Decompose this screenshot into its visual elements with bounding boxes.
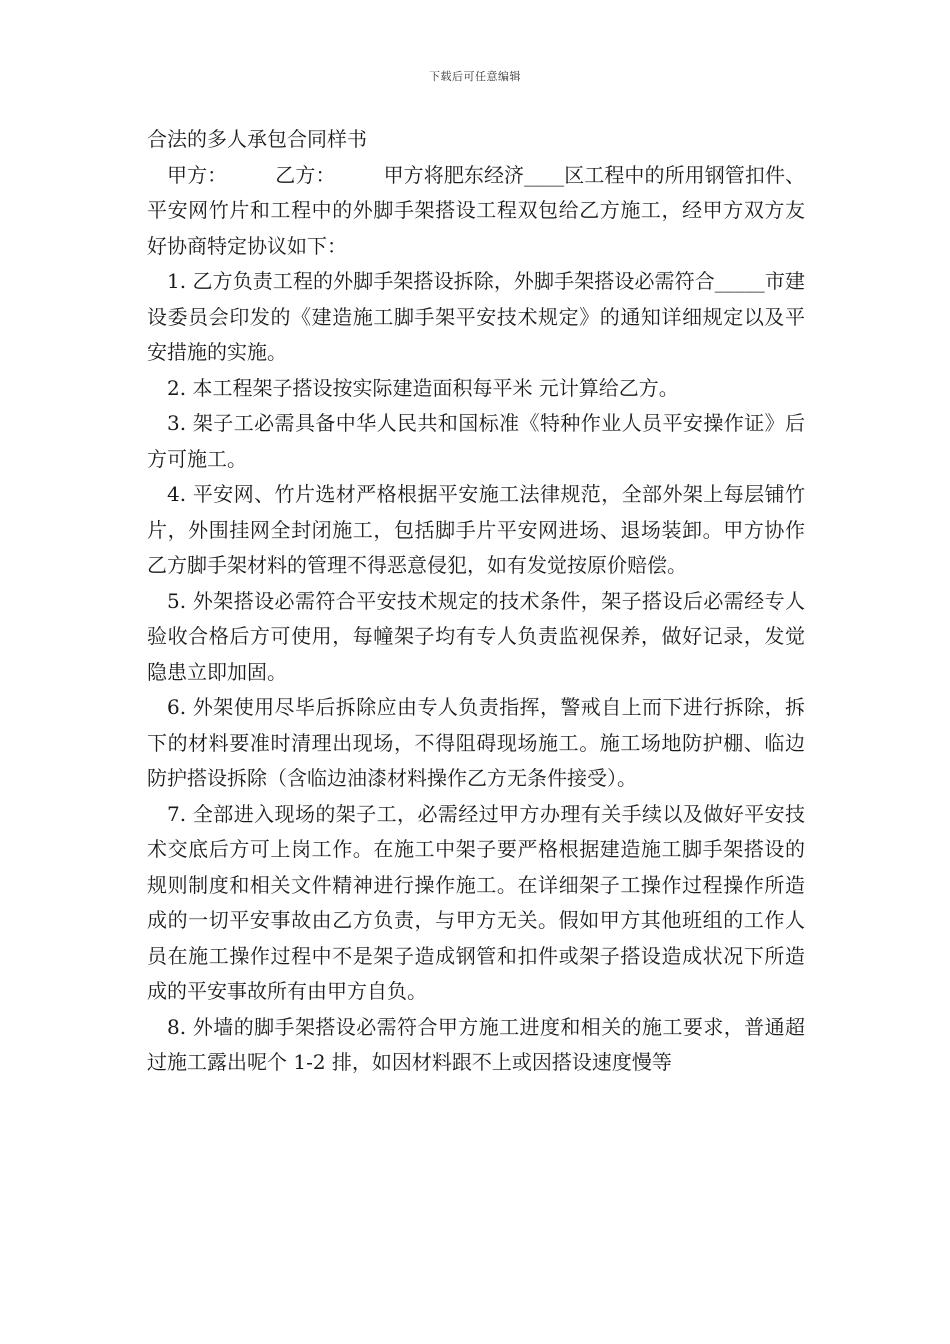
party-a-label: 甲方： [167, 162, 228, 187]
clause-6: 6. 外架使用尽毕后拆除应由专人负责指挥，警戒自上而下进行拆除，拆下的材料要准时清理出现场，不得阻碍现场施工。施工场地防护棚、临边防护搭设拆除（含临边油漆材料操作乙方无条件接受）。 [147, 695, 805, 790]
clause-8: 8. 外墙的脚手架搭设必需符合甲方施工进度和相关的施工要求，普通超过施工露出呢个 1-2 排，如因材料跟不上或因搭设速度慢等 [147, 1014, 805, 1074]
intro-text: 甲方将肥东经济____区工程中的所用钢管扣件、平安网竹片和工程中的外脚手架搭设工程双包给乙方施工，经甲方双方友好协商特定协议如下： [147, 162, 806, 258]
clause-2: 2. 本工程架子搭设按实际建造面积每平米 元计算给乙方。 [167, 375, 679, 400]
clause-4: 4. 平安网、竹片选材严格根据平安施工法律规范，全部外架上每层铺竹片，外围挂网全封闭施工，包括脚手片平安网进场、退场装卸。甲方协作乙方脚手架材料的管理不得恶意侵犯，如有发觉按原价赔偿。 [147, 482, 805, 577]
clause-5: 5. 外架搭设必需符合平安技术规定的技术条件，架子搭设后必需经专人验收合格后方可使用，每幢架子均有专人负责监视保养，做好记录，发觉隐患立即加固。 [147, 588, 805, 684]
document-body [147, 122, 805, 1081]
clause-3: 3. 架子工必需具备中华人民共和国标准《特种作业人员平安操作证》后方可施工。 [147, 411, 805, 471]
clause-1: 1. 乙方负责工程的外脚手架搭设拆除，外脚手架搭设必需符合_____市建设委员会印发的《建造施工脚手架平安技术规定》的通知详细规定以及平安措施的实施。 [147, 269, 805, 364]
page-header-note: 下载后可任意编辑 [429, 70, 521, 83]
clause-7: 7. 全部进入现场的架子工，必需经过甲方办理有关手续以及做好平安技术交底后方可上岗工作。在施工中架子要严格根据建造施工脚手架搭设的规则制度和相关文件精神进行操作施工。在详细架子工操作过程操作所造成的一切平安事故由乙方负责，与甲方无关。假如甲方其他班组的工作人员在施工操作过程中不是架子造成钢管和扣件或架子搭设造成状况下所造成的平安事故所有由甲方自负。 [147, 801, 805, 1003]
parties-intro [147, 158, 805, 265]
party-b-label: 乙方： [275, 162, 336, 187]
document-title: 合法的多人承包合同样书 [147, 127, 367, 151]
